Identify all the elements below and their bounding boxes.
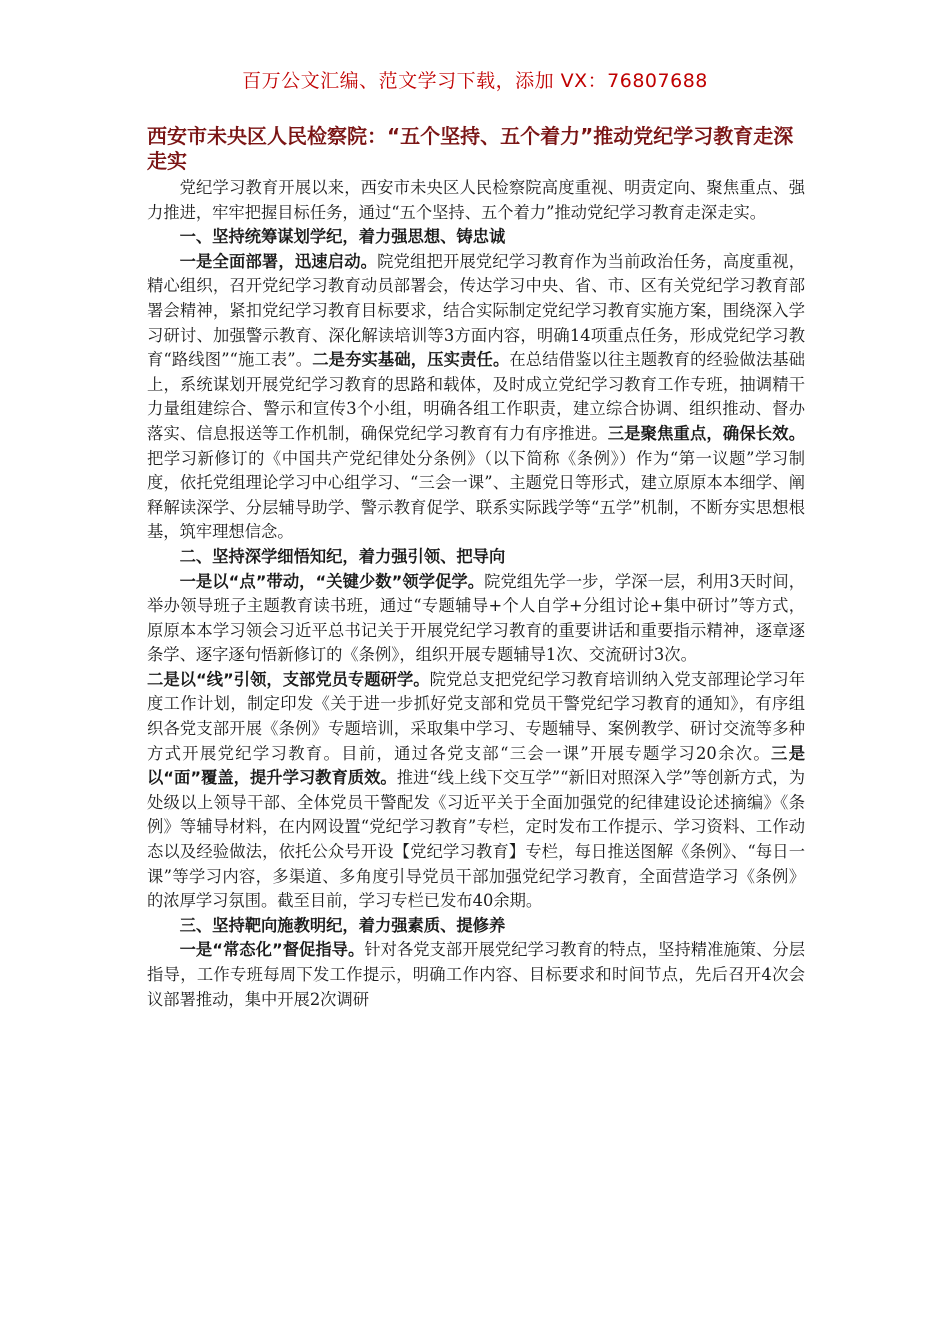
- s1-text-3: 把学习新修订的《中国共产党纪律处分条例》（以下简称《条例》）作为“第一议题”学习制度，依托党组理论学习中心组学习、“三会一课”、主题党日等形式，建立原原本本细学、阐释解读深学、分层辅导助学、警示教育促学、联系实际践学等“五学”机制，不断夯实思想根基，筑牢理想信念。: [147, 448, 805, 542]
- section-3-heading: 三、坚持靶向施教明纪，着力强素质、提修养: [179, 915, 506, 935]
- section-1-heading: 一、坚持统筹谋划学纪，着力强思想、铸忠诚: [179, 227, 506, 247]
- s2-text-1: 院党组先学一步，学深一层，利用3天时间，举办领导班子主题教育读书班，通过“专题辅导+个人自学+分组讨论+集中研讨”等方式，原原本本学习领会习近平总书记关于开展党纪学习教育的重要讲话和重要指示精神，逐章逐条学、逐字逐句悟新修订的《条例》，组织开展专题辅导1次、交流研讨3次。: [147, 571, 805, 665]
- s2-bold-1: 一是以“点”带动，“关键少数”领学促学。: [179, 571, 485, 591]
- s2-bold-2: 二是以“线”引领，支部党员专题研学。: [147, 669, 430, 689]
- article-body: [147, 124, 805, 1012]
- s1-text-1: 院党组把开展党纪学习教育作为当前政治任务，高度重视，精心组织，召开党纪学习教育动员部署会，传达学习中央、省、市、区有关党纪学习教育部署会精神，紧扣党纪学习教育目标要求，结合实际制定党纪学习教育实施方案，围绕深入学习研讨、加强警示教育、深化解读培训等3方面内容，明确14项重点任务，形成党纪学习教育“路线图”“施工表”。: [147, 251, 805, 370]
- watermark-header: 百万公文汇编、范文学习下载，添加 VX：76807688: [242, 70, 708, 92]
- s2-text-3: 推进“线上线下交互学”“新旧对照深入学”等创新方式，为处级以上领导干部、全体党员干警配发《习近平关于全面加强党的纪律建设论述摘编》《条例》等辅导材料，在内网设置“党纪学习教育”专栏，定时发布工作提示、学习资料、工作动态以及经验做法，依托公众号开设【党纪学习教育】专栏，每日推送图解《条例》、“每日一课”等学习内容，多渠道、多角度引导党员干部加强党纪学习教育，全面营造学习《条例》的浓厚学习氛围。截至目前，学习专栏已发布40余期。: [147, 768, 806, 911]
- section-3-paragraph: [147, 938, 805, 1012]
- intro-paragraph: 党纪学习教育开展以来，西安市未央区人民检察院高度重视、明责定向、聚焦重点、强力推进，牢牢把握目标任务，通过“五个坚持、五个着力”推动党纪学习教育走深走实。: [147, 178, 805, 222]
- s2-text-2: 院党总支把党纪学习教育培训纳入党支部理论学习年度工作计划，制定印发《关于进一步抓好党支部和党员干警党纪学习教育的通知》，有序组织各党支部开展《条例》专题培训，采取集中学习、专题辅导、案例教学、研讨交流等多种方式开展党纪学习教育。目前，通过各党支部“三会一课”开展专题学习20余次。: [147, 669, 805, 763]
- s2-bold-3: 三是以“面”覆盖，提升学习教育质效。: [147, 743, 805, 788]
- article-title: 西安市未央区人民检察院：“五个坚持、五个着力”推动党纪学习教育走深走实: [147, 124, 794, 173]
- s3-bold-1: 一是“常态化”督促指导。: [179, 940, 365, 960]
- s3-text-1: 针对各党支部开展党纪学习教育的特点，坚持精准施策、分层指导，工作专班每周下发工作提示，明确工作内容、目标要求和时间节点，先后召开4次会议部署推动，集中开展2次调研: [147, 940, 805, 1009]
- s1-text-2: 在总结借鉴以往主题教育的经验做法基础上，系统谋划开展党纪学习教育的思路和载体，及时成立党纪学习教育工作专班，抽调精干力量组建综合、警示和宣传3个小组，明确各组工作职责，建立综合协调、组织推动、督办落实、信息报送等工作机制，确保党纪学习教育有力有序推进。: [147, 350, 805, 443]
- section-2-paragraph-2: [147, 668, 805, 914]
- s1-bold-1: 一是全面部署，迅速启动。: [179, 251, 378, 271]
- section-2-heading: 二、坚持深学细悟知纪，着力强引领、把导向: [179, 546, 506, 566]
- section-1-paragraph: [147, 250, 805, 545]
- section-2-paragraph-1: [147, 570, 805, 668]
- s1-bold-3: 三是聚焦重点，确保长效。: [607, 423, 805, 443]
- s1-bold-2: 二是夯实基础，压实责任。: [312, 350, 510, 370]
